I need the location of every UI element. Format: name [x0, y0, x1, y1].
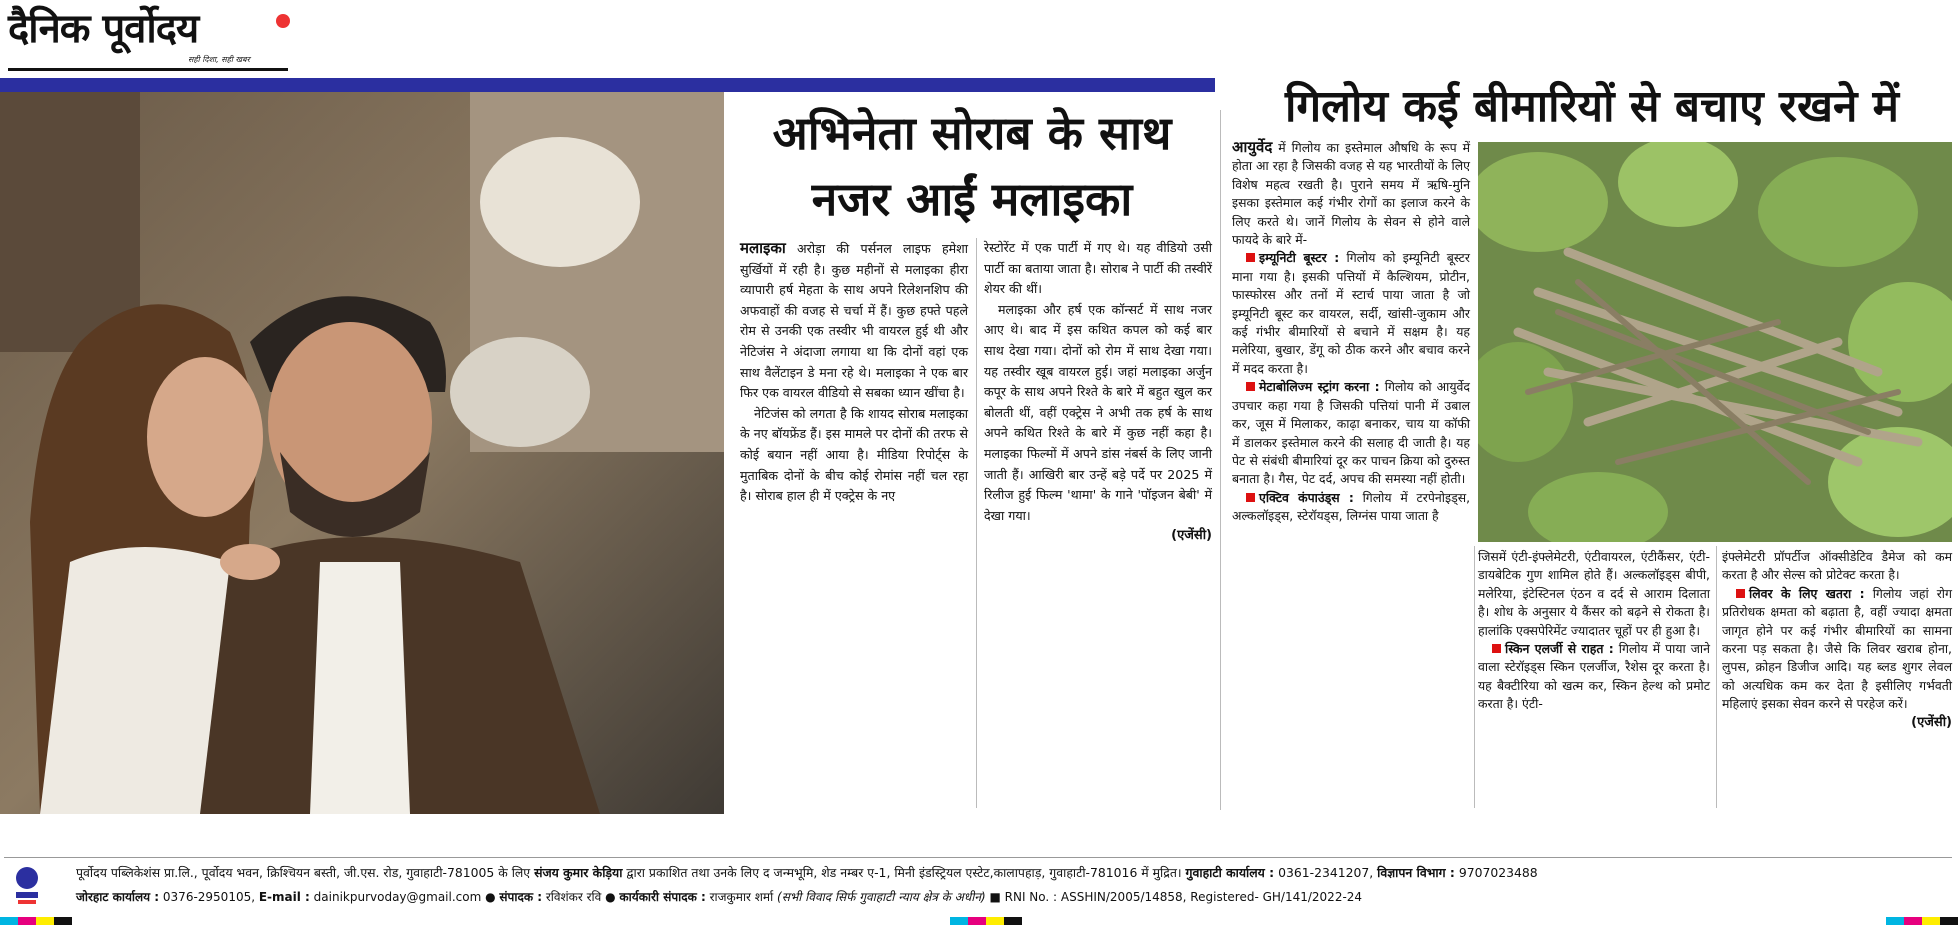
red-square-bullet — [1736, 589, 1745, 598]
column-divider — [976, 238, 977, 808]
guwahati-office-phone: 0361-2341207, — [1274, 865, 1378, 880]
column-divider — [1716, 546, 1717, 808]
red-square-bullet — [1246, 493, 1255, 502]
story2-credit: (एजेंसी) — [1911, 714, 1952, 730]
story1-paragraph: मलाइका और हर्ष एक कॉन्सर्ट में साथ नजर आए थे। बाद में इस कथित कपल को कई बार साथ देखा गया। दोनों को रोम में साथ देखा गया। यह तस्वीर खूब वायरल हुई। जहां मलाइका अर्जुन कपूर के साथ अपने रिश्ते के बारे में बहुत खुल कर बोलती थीं, वहीं एक्ट्रेस ने अभी तक हर्ष के साथ अपने कथित रिश्ते के बारे में कुछ नहीं कहा है। मलाइका फिल्मों में अपने डांस नंबर्स के लिए जानी जाती हैं। आखिरी बार उन्हें बड़े पर्दे पर 2025 में रिलीज हुई फिल्म 'थामा' के गाने 'पॉइजन बेबी' में देखा गया। — [984, 301, 1212, 523]
story-photo — [0, 92, 724, 814]
imprint-footer — [4, 857, 1952, 918]
story2-intro-text: में गिलोय का इस्तेमाल औषधि के रूप में होता आ रहा है जिसकी वजह से यह भारतीयों के लिए विशेष महत्व रखती है। पुराने समय में ऋषि-मुनि इसका इस्तेमाल कई गंभीर रोगों का इलाज करने के लिए करते थे। जानें गिलोय के सेवन से होने वाले फायदे के बारे में- — [1232, 140, 1470, 248]
story2-section-text: गिलोय जहां रोग प्रतिरोधक क्षमता को बढ़ाता है, वहीं ज्यादा क्षमता जागृत होने पर कई गंभीर बीमारियों का सामना करना पड़ सकता है। जैसे कि लिवर खराब होना, लुपस, क्रोहन डिजीज आदि। यह ब्लड शुगर लेवल को अत्यधिक कम कर देता है इसीलिए गर्भवती महिलाएं इसका सेवन करने से परहेज करें। — [1722, 585, 1952, 712]
registration-number: ■ RNI No. : ASSHIN/2005/14858, Registered- GH/141/2022-24 — [985, 890, 1363, 904]
section-divider — [1220, 110, 1221, 810]
registration-mark — [0, 917, 72, 925]
story2-section-text: गिलोय में पाया जाने वाला स्टेरॉइड्स स्किन एलर्जीज, रैशेस दूर करता है। यह बैक्टीरिया को खत्म कर, स्किन हेल्थ को प्रमोट करता है। एंटी- — [1478, 641, 1710, 712]
story2-intro — [1232, 138, 1470, 249]
accent-bar — [0, 78, 1215, 92]
imprint-text: द्वारा प्रकाशित तथा उनके लिए द जन्मभूमि, शेड नम्बर ए-1, मिनी इंडस्ट्रियल एस्टेट,कालापहाड़, गुवाहाटी-781016 में मुद्रित। — [622, 865, 1186, 880]
story1-headline-line1: अभिनेता सोराब के साथ — [772, 106, 1172, 160]
red-square-bullet — [1246, 253, 1255, 262]
imprint-line-1 — [76, 864, 1538, 881]
imprint-line-2 — [76, 888, 1362, 905]
story2-lead-word: आयुर्वेद — [1232, 138, 1273, 156]
story1-paragraph-text: नेटिजंस को लगता है कि शायद सोराब मलाइका के नए बॉयफ्रेंड हैं। इस मामले पर दोनों की तरफ से कोई बयान नहीं आया है। मीडिया रिपोर्ट्स के मुताबिक दोनों के बीच कोई रोमांस नहीं चल रहा है। सोराब हाल ही में एक्ट्रेस के नए — [740, 405, 968, 504]
masthead-rule — [8, 68, 288, 71]
story2-headline: गिलोय कई बीमारियों से बचाए रखने में — [1284, 81, 1899, 132]
story1-column-2 — [984, 238, 1212, 547]
story2-section — [1232, 489, 1470, 526]
story1-lead-word: मलाइका — [740, 239, 786, 257]
story2-section-text: गिलोय को इम्यूनिटी बूस्टर माना गया है। इसकी पत्तियों में कैल्शियम, प्रोटीन, फास्फोरस और तनों में स्टार्च पाया जाता है जो इम्यूनिटी बूस्ट कर वायरल, सर्दी, खांसी-जुकाम और कई गंभीर बीमारियों से बचाने में सक्षम है। यह मलेरिया, बुखार, डेंगू को ठीक करने और बचाव करने में मदद करता है। — [1232, 250, 1470, 376]
story2-column-3 — [1722, 548, 1952, 732]
story1-paragraph — [740, 238, 968, 404]
jorhat-office-label: जोरहाट कार्यालय : — [76, 890, 160, 904]
story2-section-text: गिलोय को आयुर्वेद उपचार कहा गया है जिसकी पत्तियां पानी में उबाल कर, जूस में मिलाकर, काढ़ा बनाकर, चाय या कॉफी में डालकर इस्तेमाल करने की सलाह दी जाती है। यह पेट से संबंधी बीमारियां दूर कर पाचन क्रिया को दुरुस्त बनाता है। गैस, पेट दर्द, अपच की समस्या नहीं होती। — [1232, 379, 1471, 487]
ad-dept-label: विज्ञापन विभाग : — [1377, 865, 1455, 880]
story1-paragraph — [740, 404, 968, 507]
story1-paragraph-text: अरोड़ा की पर्सनल लाइफ हमेशा सुर्खियों में रही है। कुछ महीनों से मलाइका हीरा व्यापारी हर्ष मेहता के साथ अपने रिलेशनशिप की अफवाहों की वजह से चर्चा में हैं। कुछ हफ्ते पहले रोम से उनकी एक तस्वीर भी वायरल हुई थी और नेटिजंस ने अंदाजा लगाया था कि दोनों वहां एक साथ वैलेंटाइन डे मना रहे थे। मलाइका ने एक बार फिर एक वायरल वीडियो से सबका ध्यान खींचा है। — [740, 241, 968, 401]
executive-editor-name: राजकुमार शर्मा — [705, 890, 778, 904]
masthead-dot — [276, 14, 290, 28]
story1-column-1 — [740, 238, 968, 507]
story2-subhead: लिवर के लिए खतरा : — [1749, 585, 1865, 601]
story2-section-text: इंफ्लेमेटरी प्रॉपर्टीज ऑक्सीडेटिव डैमेज को कम करता है और सेल्स को प्रोटेक्ट करता है। — [1722, 549, 1952, 583]
story1-headline-line2: नजर आईं मलाइका — [811, 172, 1133, 226]
ad-dept-phone: 9707023488 — [1454, 865, 1538, 880]
red-square-bullet — [1246, 382, 1255, 391]
story2-section-text: गिलोय में टरपेनोइड्स, अल्कलॉइड्स, स्टेरॉयड्स, लिग्नंस पाया जाता है — [1232, 489, 1471, 524]
story2-subhead: इम्यूनिटी बूस्टर : — [1259, 250, 1340, 266]
story2-column-2 — [1478, 548, 1710, 714]
publisher-logo-icon — [12, 864, 42, 908]
jorhat-office-phone: 0376-2950105, — [159, 890, 259, 904]
red-square-bullet — [1492, 644, 1501, 653]
email-label: E-mail : — [258, 890, 310, 904]
masthead — [8, 6, 288, 76]
editor-label: संपादक : — [499, 890, 543, 904]
story2-section — [1478, 640, 1710, 714]
story2-subhead: एक्टिव कंपाउंड्स : — [1259, 489, 1354, 505]
story2-subhead: मेटाबोलिज्म स्ट्रांग करना : — [1259, 379, 1380, 395]
masthead-tagline: सही दिशा, सही खबर — [188, 55, 250, 64]
column-divider — [1474, 546, 1475, 808]
story2-column-1 — [1232, 138, 1470, 526]
story1-headline — [732, 100, 1212, 232]
story2-subhead: स्किन एलर्जी से राहत : — [1505, 641, 1614, 657]
registration-mark — [1886, 917, 1958, 925]
publisher-name: संजय कुमार केड़िया — [534, 865, 623, 880]
story2-section — [1232, 378, 1470, 488]
jurisdiction-note: (सभी विवाद सिर्फ गुवाहाटी न्याय क्षेत्र के अधीन) — [777, 890, 986, 904]
story2-section — [1232, 249, 1470, 378]
story1-credit: (एजेंसी) — [1171, 528, 1212, 544]
registration-mark — [950, 917, 1022, 925]
newspaper-name: दैनिक पूर्वोदय — [8, 5, 199, 52]
giloy-photo — [1478, 142, 1952, 542]
imprint-text: पूर्वोदय पब्लिकेशंस प्रा.लि., पूर्वोदय भवन, क्रिश्चियन बस्ती, जी.एस. रोड, गुवाहाटी-781005 के लिए — [76, 865, 535, 880]
executive-editor-label: कार्यकारी संपादक : — [619, 890, 706, 904]
email-address: dainikpurvoday@gmail.com ● — [309, 890, 500, 904]
story2-section — [1722, 585, 1952, 714]
story2-section-text: जिसमें एंटी-इंफ्लेमेटरी, एंटीवायरल, एंटीकैंसर, एंटी- डायबेटिक गुण शामिल होते हैं। अल्कलॉइड्स बीपी, मलेरिया, इंटेस्टिनल एंठन व दर्द से आराम दिलाता है। शोध के अनुसार ये कैंसर को बढ़ने से रोकता है। हालांकि एक्सपेरिमेंट ज्यादातर चूहों पर ही हुआ है। — [1478, 549, 1710, 638]
guwahati-office-label: गुवाहाटी कार्यालय : — [1185, 865, 1275, 880]
story1-paragraph: रेस्टोरेंट में एक पार्टी में गए थे। यह वीडियो उसी पार्टी का बताया जाता है। सोराब ने पार्टी की तस्वीरें शेयर की थीं। — [984, 240, 1212, 297]
editor-name: रविशंकर रवि ● — [542, 890, 620, 904]
